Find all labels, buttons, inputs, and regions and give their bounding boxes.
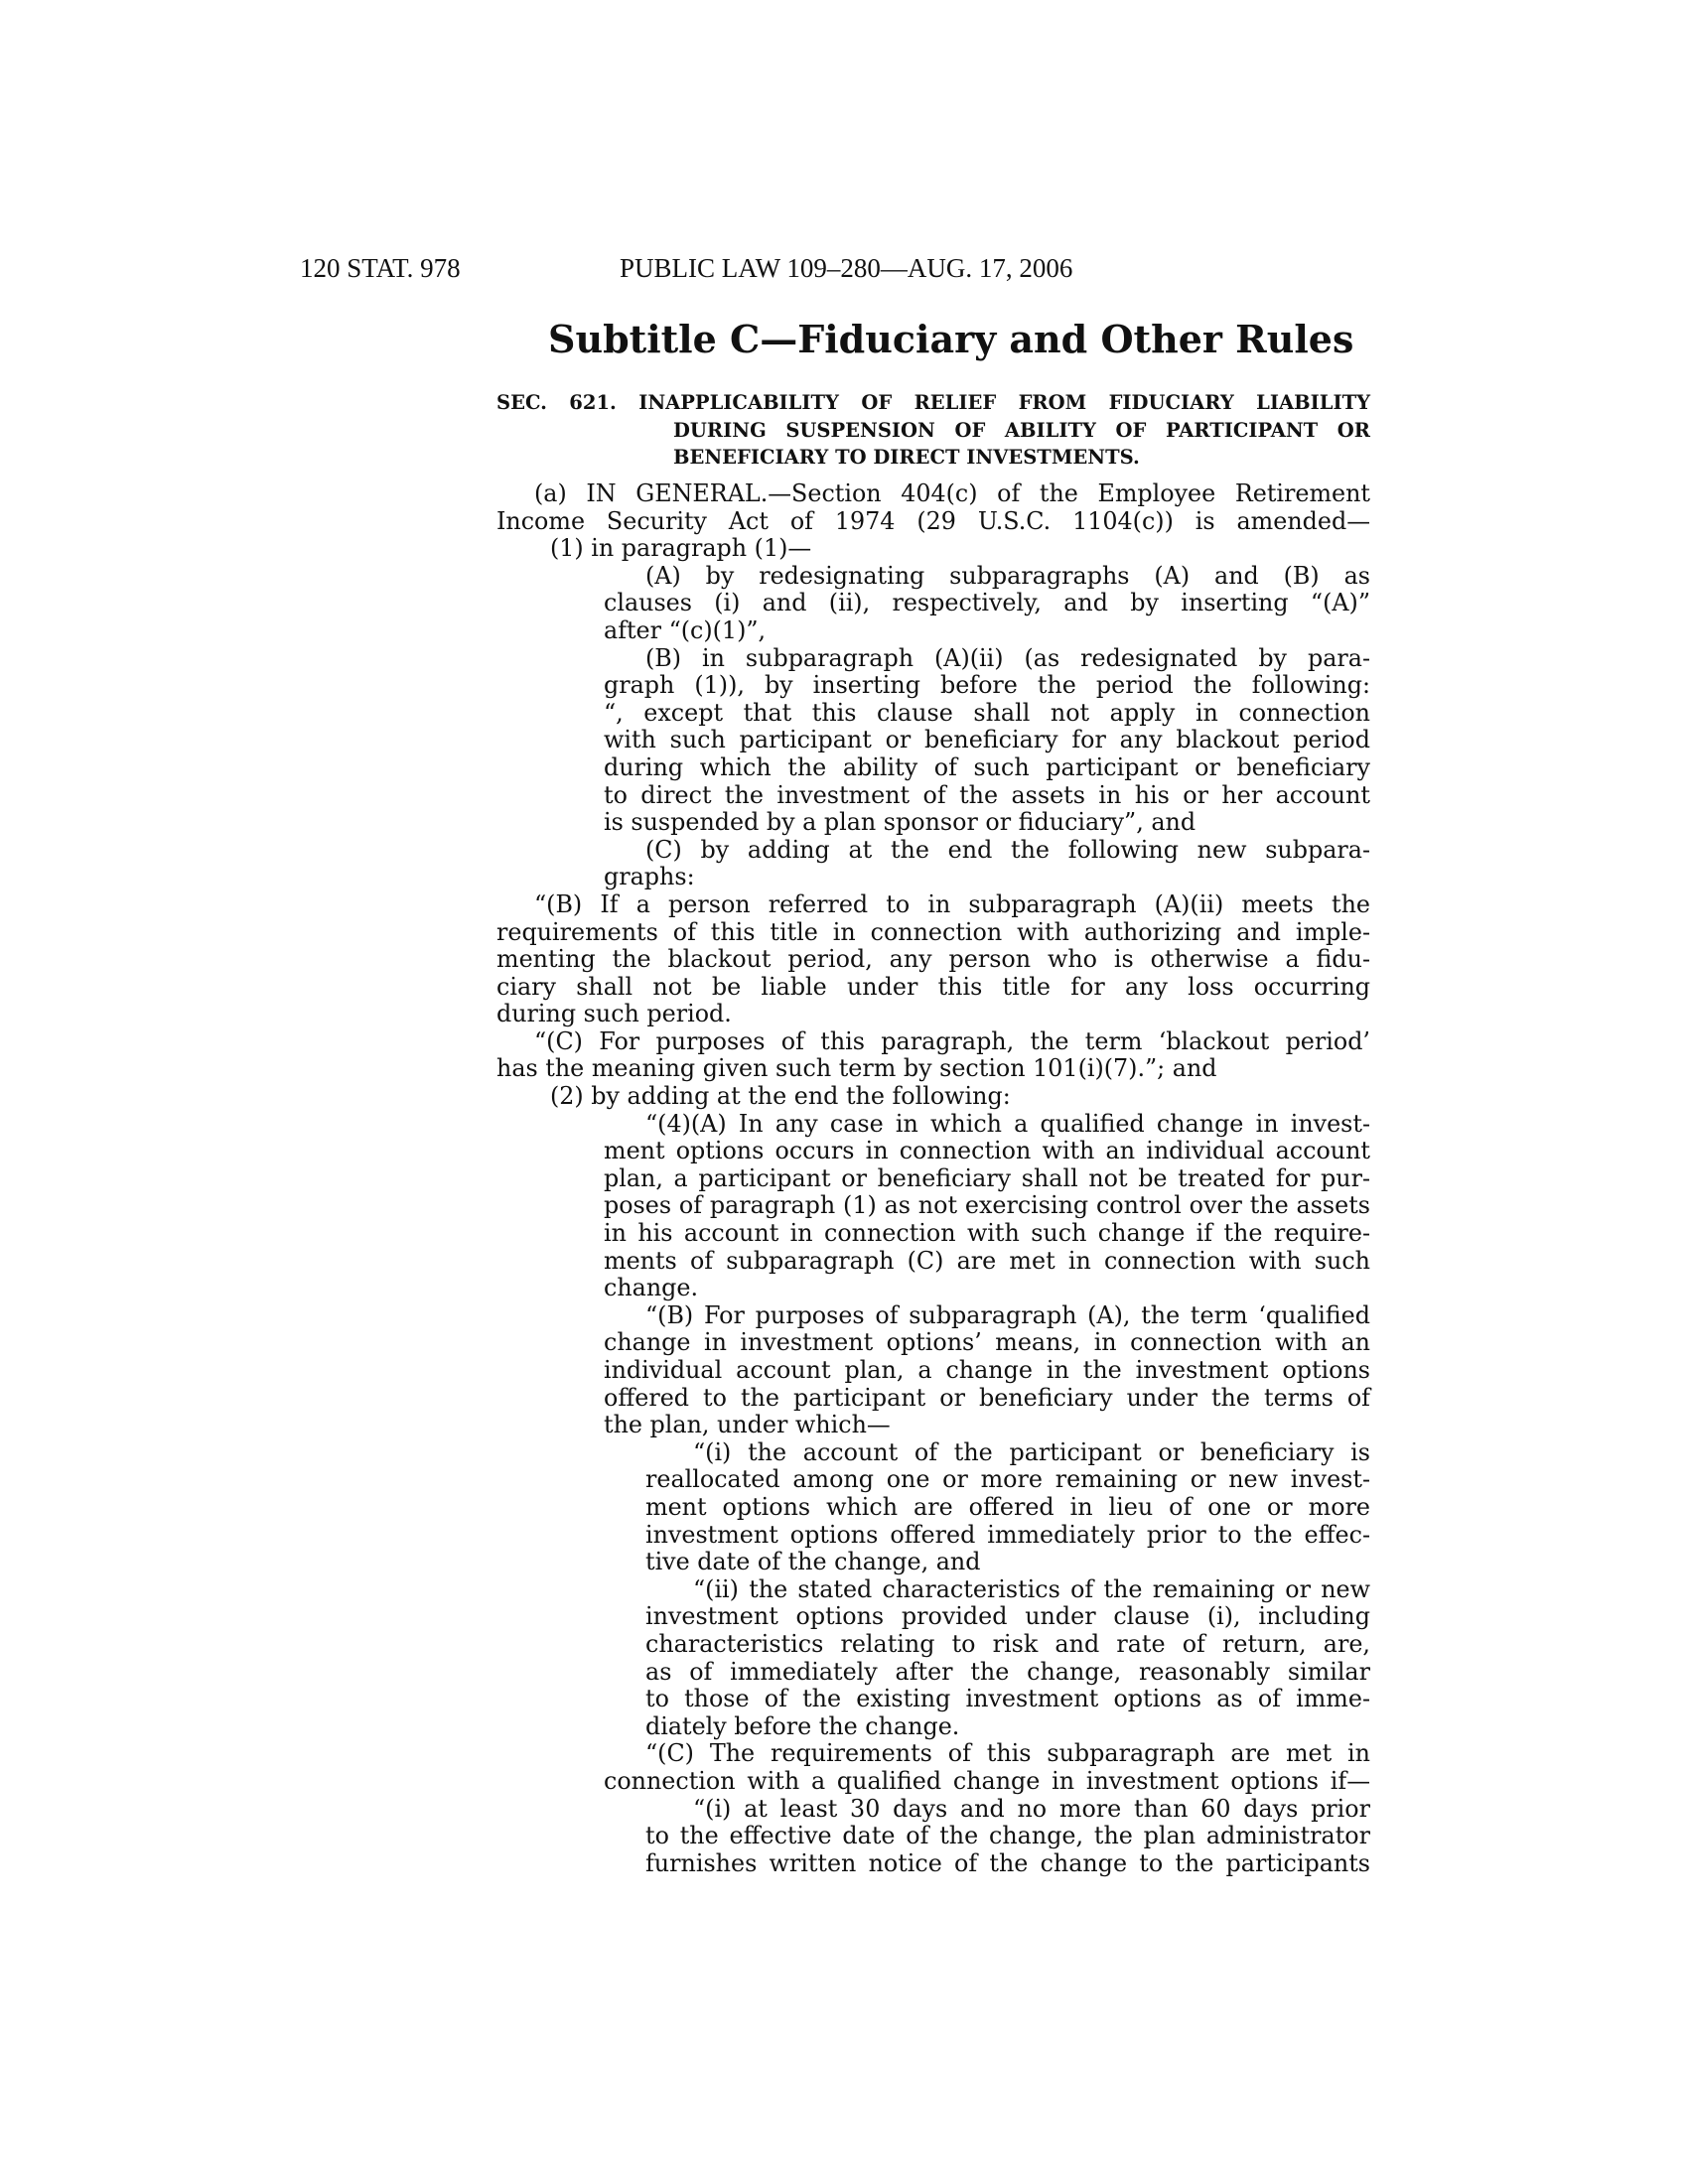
body-line: as of immediately after the change, reasonably similar	[645, 1657, 1370, 1686]
body-line: the plan, under which—	[604, 1411, 891, 1439]
subtitle-heading: Subtitle C—Fiduciary and Other Rules	[548, 317, 1354, 361]
body-line: to the effective date of the change, the plan administrator	[645, 1822, 1370, 1850]
section-heading-line: DURING SUSPENSION OF ABILITY OF PARTICIPANT OR	[673, 418, 1370, 442]
body-line: during which the ability of such participant or beneficiary	[604, 752, 1370, 781]
body-line: “(i) at least 30 days and no more than 60 days prior	[693, 1794, 1370, 1823]
body-line: (A) by redesignating subparagraphs (A) and (B) as	[645, 561, 1370, 590]
section-heading-line: BENEFICIARY TO DIRECT INVESTMENTS.	[673, 446, 1140, 469]
body-line: ments of subparagraph (C) are met in connection with such	[604, 1246, 1370, 1275]
body-line: reallocated among one or more remaining or new invest-	[645, 1465, 1370, 1494]
body-line: ment options occurs in connection with an individual account	[604, 1137, 1370, 1165]
body-line: “(ii) the stated characteristics of the remaining or new	[693, 1574, 1370, 1603]
statute-page-reference: 120 STAT. 978	[300, 253, 461, 283]
body-line: has the meaning given such term by section 101(i)(7).”; and	[496, 1054, 1217, 1083]
body-line: (C) by adding at the end the following new subpara-	[645, 835, 1370, 864]
body-line: (2) by adding at the end the following:	[550, 1082, 1011, 1111]
body-line: graphs:	[604, 863, 695, 891]
body-line: investment options provided under clause (i), including	[645, 1602, 1370, 1631]
body-line: diately before the change.	[645, 1711, 960, 1740]
body-line: characteristics relating to risk and rate of return, are,	[645, 1629, 1370, 1658]
body-line: individual account plan, a change in the investment options	[604, 1356, 1370, 1384]
body-line: with such participant or beneficiary for any blackout period	[604, 726, 1370, 754]
section-heading	[496, 389, 1370, 472]
body-line: ciary shall not be liable under this title for any loss occurring	[496, 972, 1370, 1001]
body-line: offered to the participant or beneficiary under the terms of	[604, 1383, 1370, 1412]
body-line: plan, a participant or beneficiary shall not be treated for pur-	[604, 1163, 1370, 1192]
body-line: connection with a qualified change in investment options if—	[604, 1766, 1370, 1795]
body-line: furnishes written notice of the change to the participants	[645, 1848, 1370, 1877]
body-line: requirements of this title in connection with authorizing and imple-	[496, 917, 1370, 946]
body-line: ment options which are offered in lieu of one or more	[645, 1492, 1370, 1521]
body-line: is suspended by a plan sponsor or fiduciary”, and	[604, 808, 1196, 837]
body-line: in his account in connection with such change if the require-	[604, 1219, 1370, 1248]
body-line: “(C) For purposes of this paragraph, the term ‘blackout period’	[534, 1026, 1370, 1055]
body-line: tive date of the change, and	[645, 1548, 981, 1576]
body-line: “(4)(A) In any case in which a qualified change in invest-	[645, 1109, 1370, 1138]
body-line: clauses (i) and (ii), respectively, and by inserting “(A)”	[604, 589, 1370, 617]
body-line: “(B) For purposes of subparagraph (A), the term ‘qualified	[645, 1300, 1370, 1329]
body-line: during such period.	[496, 1000, 732, 1028]
body-line: Income Security Act of 1974 (29 U.S.C. 1104(c)) is amended—	[496, 506, 1370, 535]
body-line: (B) in subparagraph (A)(ii) (as redesignated by para-	[645, 643, 1370, 672]
body-line: poses of paragraph (1) as not exercising control over the assets	[604, 1191, 1370, 1220]
body-line: (a) IN GENERAL.—Section 404(c) of the Employee Retirement	[534, 479, 1370, 507]
body-line: menting the blackout period, any person who is otherwise a fidu-	[496, 945, 1370, 974]
body-line: graph (1)), by inserting before the period the following:	[604, 671, 1370, 700]
body-line: after “(c)(1)”,	[604, 615, 767, 644]
public-law-running-head: PUBLIC LAW 109–280—AUG. 17, 2006	[620, 253, 1073, 283]
section-body-text	[496, 480, 1370, 1877]
section-heading-line: SEC. 621. INAPPLICABILITY OF RELIEF FROM FIDUCIARY LIABILITY	[496, 391, 1370, 414]
body-line: “(i) the account of the participant or beneficiary is	[693, 1437, 1370, 1466]
body-line: “(C) The requirements of this subparagraph are met in	[645, 1739, 1370, 1768]
body-line: (1) in paragraph (1)—	[550, 534, 812, 563]
body-line: “, except that this clause shall not apply in connection	[604, 698, 1370, 727]
body-line: change in investment options’ means, in connection with an	[604, 1328, 1370, 1357]
body-line: investment options offered immediately prior to the effec-	[645, 1520, 1370, 1549]
body-line: change.	[604, 1274, 699, 1302]
body-line: “(B) If a person referred to in subparagraph (A)(ii) meets the	[534, 889, 1370, 918]
body-line: to those of the existing investment options as of imme-	[645, 1685, 1370, 1713]
body-line: to direct the investment of the assets in his or her account	[604, 780, 1370, 809]
